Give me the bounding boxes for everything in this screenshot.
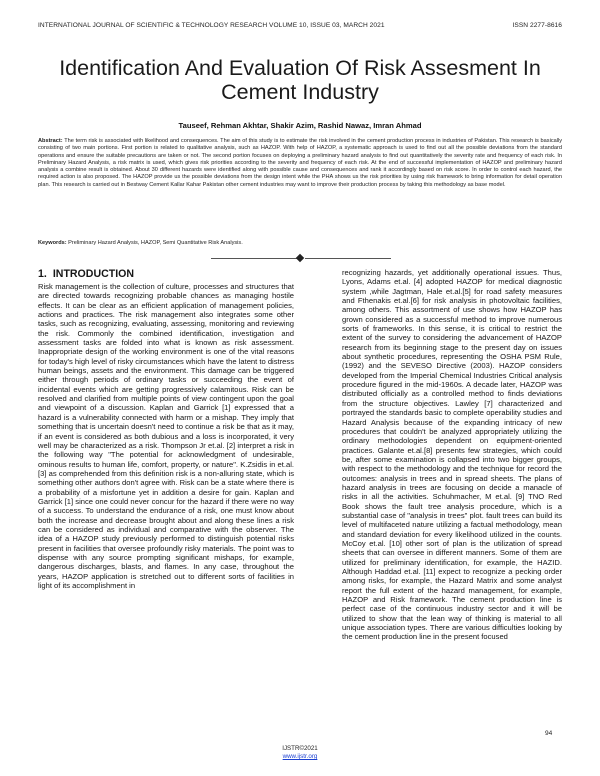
page-number: 94 — [545, 730, 553, 737]
divider-line-right — [305, 258, 391, 259]
issn: ISSN 2277-8616 — [512, 22, 562, 29]
page-footer — [38, 745, 562, 761]
abstract-label: Abstract: — [38, 138, 63, 144]
journal-name: INTERNATIONAL JOURNAL OF SCIENTIFIC & TECHNOLOGY RESEARCH VOLUME 10, ISSUE 03, MARCH 2021 — [38, 22, 385, 29]
body-column-right — [342, 268, 562, 642]
journal-url-link[interactable]: www.ijstr.org — [282, 753, 318, 760]
divider-line-left — [211, 258, 297, 259]
paper-title: Identification And Evaluation Of Risk Assesment In Cement Industry — [59, 56, 541, 104]
body-column-left — [38, 268, 294, 590]
keywords-text: Preliminary Hazard Analysis, HAZOP, Semi Quantitative Risk Analysis. — [68, 240, 243, 246]
section-divider — [38, 254, 562, 262]
body-paragraph-right: recognizing hazards, yet additionally operational issues. Thus, Lyons, Adams et.al. [4] adopted HAZOP for medical diagnostic system ,while Jagtman, Hale et.al.[5] for road safety measures and Fthenakis et.al.[6] for risk analysis in photovoltaic facilities, among others. This assortment of use shows how HAZOP has grown considered as a successful method to improve numerous sorts of frameworks. In this sense, it is critical to restrict the extent of the survey to considering the advancement of HAZOP research from its beginning stage to the present day on issues about synthetic procedures, representing the OSHA PSM Rule, (1992) and the SEVESO Directive (2003). HAZOP considers developed from the Imperial Chemical Industries Critical analysis procedure figured in the mid-1960s. A decade later, HAZOP was distributed officially as a controlled method to finds deviations from the structure objectives. Lawley [7] characterized and portrayed the standards basic to complete operability studies and Hazard Analysis because of the expanding intricacy of new procedures that couldn't be analyzed appropriately utilizing the ordinary methodologies dependent on equipment-oriented practices. Galante et.al.[8] presents few strategies, which could be, after some examination is collapsed into two bigger groups, with respect to the methodology and the technique for record the outcomes: analysis in trees and in spread sheets. The plans of hazard analysis in trees are focusing on decide a manacle of risks in all the activities. Schuhmacher, M et.al. [9] TNO Red Book shows the fault tree analysis procedure, which is a substantial case of "analysis in trees" plot. fault trees can build its level of multifaceted nature utilizing a factual methodology, mean and standard deviation for every likelihood utilized in the counts. McCoy et.al. [10] other sort of plan is the utilization of spread sheets that can oversee in different manners. Some of them are utilized for preliminary identification, for example, the HAZID. Although Haddad et.al. [11] expect to recognize a pecking order among risks, for example, the Hazard Matrix and some analyst report the full extent of the hazard management, for example, HAZOP and Risk framework. The cement production line is perfect case of the continuous industry sector and it will be utilized to show that the lean way of thinking is material to all unique association types. There are various difficulties looking by the cement production line in the present focused — [342, 268, 562, 642]
keywords — [38, 240, 562, 247]
section-number: 1. — [38, 268, 47, 280]
diamond-ornament-icon — [296, 253, 304, 261]
running-header — [38, 22, 562, 29]
section-heading — [38, 268, 294, 281]
abstract-text: The term risk is associated with likelihood and consequences. The aim of this study is to estimate the risk involved in the cement production process in industries of Pakistan. This research is basically consisting of two main portions. First portion is related to qualitative analysis, such as HAZOP. With help of HAZOP, a systematic approach is used to find out all the possible deviations from the standard operations and ensure the suitable precautions are taken or not. The second portion focuses on deploying a preliminary hazard analysis to find out quantitatively the severity rate and frequency of each risk. In Preliminary Hazard Analysis, a risk matrix is used, which gives risk priorities according to the severity and frequency of each risk. At the end of successful implementation of HAZOP and preliminary hazard analysis a combine result is obtained. About 30 different hazards were identified along with possible cause and consequences and rank it accordingly based on risk score. In order to control each hazard, the required action is also proposed. The HAZOP provide us the possible deviations from the design intent while the PHA shows us the risk priorities by using risk framework to bring information for detail operation plan. This research is carried out in Bestway Cement Kallar Kahar Pakistan other cement industries may want to improve their production process by taking this methodology as base model. — [38, 138, 563, 188]
keywords-label: Keywords: — [38, 240, 67, 246]
author-list: Tauseef, Rehman Akhtar, Shakir Azim, Rashid Nawaz, Imran Ahmad — [178, 121, 422, 130]
copyright: IJSTR©2021 — [282, 745, 318, 752]
section-title: INTRODUCTION — [52, 268, 135, 280]
body-paragraph-left: Risk management is the collection of culture, processes and structures that are directed towards recognizing probable chances as managing hostile effects. It can be clear as an efficient application of management policies, actions and practices. The risk management also integrates some other tasks, such as recognizing, evaluating, assessing, monitoring and reviewing the risk. Commonly the combined identification, investigation and assessment tasks are folded into what is known as risk assessment. Inappropriate design of the working environment is one of the vital reasons for today's high level of risky circumstances which have the latent to distress human beings, assets and the environment. This damage can be triggered either through periods of ordinary tasks or succeeding the event of incidental events which are getting progressively calamitous. Risk can be resolved and clarified from multiple points of view contingent upon the goal and viewpoint of a discussion. Kaplan and Garrick [1] expressed that a hazard is a vulnerability connected with harm or a mishap. They imply that something that is uncertain doesn't need to continue a risk be that as it may, if an event is considered as both dubious and a loss is incorporated, it very well may be characterized as a risk. Thompson Jr et.al. [2] interpret a risk in the following way "The potential for acknowledgment of undesirable, ominous results to human life, comfort, property, or nature". K.Zsidis in et.al. [3] as comprehended from this definition risk is a non-alluring state, which is something other authors don't agree with. Risk can be a state where there is a probability of a misfortune yet in addition a desire for gain. Kaplan and Garrick [1] since one could never concur for the hazard if there were no way of a success. To understand the endurance of a risk, one must know about both the increase and decrease brought about and along these lines a risk can be considered as individual and comparative with the observer. The idea of a HAZOP study previously performed to distinguish potential risks present in facilities that oversee profoundly risky materials. The point was to dispense with any source prompting significant mishaps, for example, dangerous discharges, blasts, and flames. In any case, throughout the years, HAZOP application is stretched out to different sorts of facilities in light of its accomplishment in — [38, 282, 294, 590]
abstract — [38, 138, 562, 189]
